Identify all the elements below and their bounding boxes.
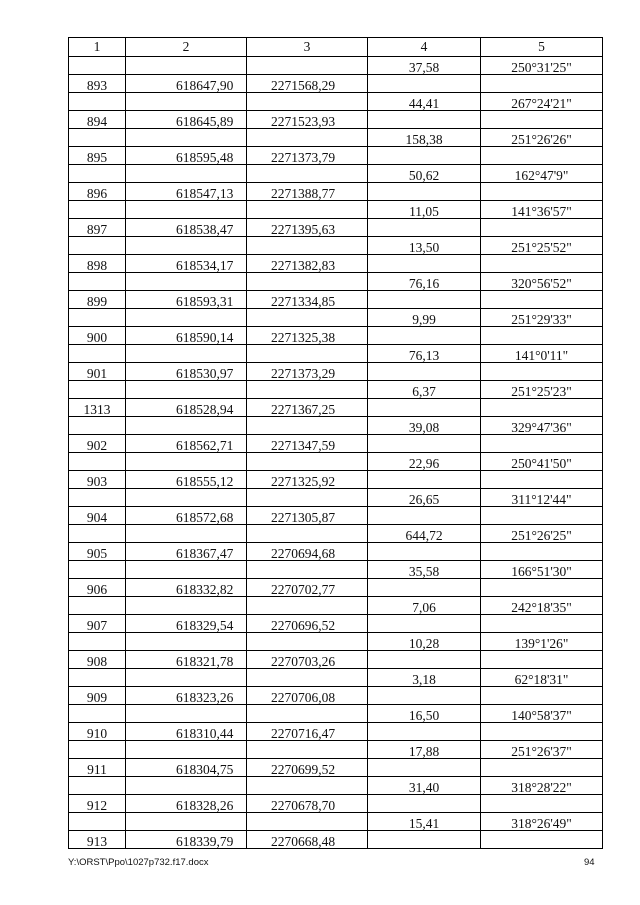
- distance-cell: 15,41: [368, 813, 481, 831]
- table-header-row: [69, 38, 603, 57]
- point-number-cell: [69, 201, 126, 219]
- y-coordinate-cell: [247, 741, 368, 759]
- distance-cell: 39,08: [368, 417, 481, 435]
- point-number-cell: 902: [69, 435, 126, 453]
- bearing-cell: [481, 759, 603, 777]
- bearing-cell: [481, 795, 603, 813]
- bearing-cell: [481, 255, 603, 273]
- x-coordinate-cell: 618367,47: [126, 543, 247, 561]
- y-coordinate-cell: 2270699,52: [247, 759, 368, 777]
- y-coordinate-cell: [247, 273, 368, 291]
- y-coordinate-cell: [247, 237, 368, 255]
- point-number-cell: [69, 669, 126, 687]
- distance-cell: [368, 507, 481, 525]
- point-number-cell: 896: [69, 183, 126, 201]
- x-coordinate-cell: [126, 525, 247, 543]
- x-coordinate-cell: [126, 165, 247, 183]
- y-coordinate-cell: [247, 201, 368, 219]
- point-number-cell: [69, 345, 126, 363]
- x-coordinate-cell: [126, 561, 247, 579]
- bearing-cell: [481, 183, 603, 201]
- bearing-cell: [481, 327, 603, 345]
- table-row: [69, 111, 603, 129]
- distance-cell: 644,72: [368, 525, 481, 543]
- x-coordinate-cell: 618530,97: [126, 363, 247, 381]
- point-number-cell: 907: [69, 615, 126, 633]
- distance-cell: 6,37: [368, 381, 481, 399]
- table-row: [69, 795, 603, 813]
- distance-cell: [368, 435, 481, 453]
- x-coordinate-cell: [126, 345, 247, 363]
- x-coordinate-cell: [126, 633, 247, 651]
- y-coordinate-cell: 2270703,26: [247, 651, 368, 669]
- x-coordinate-cell: 618547,13: [126, 183, 247, 201]
- table-row: [69, 75, 603, 93]
- x-coordinate-cell: [126, 669, 247, 687]
- point-number-cell: 906: [69, 579, 126, 597]
- y-coordinate-cell: [247, 813, 368, 831]
- bearing-cell: [481, 507, 603, 525]
- table-row: [69, 93, 603, 111]
- table-row: [69, 741, 603, 759]
- bearing-cell: [481, 111, 603, 129]
- bearing-cell: [481, 147, 603, 165]
- bearing-cell: [481, 219, 603, 237]
- y-coordinate-cell: 2271367,25: [247, 399, 368, 417]
- bearing-cell: [481, 543, 603, 561]
- x-coordinate-cell: 618528,94: [126, 399, 247, 417]
- table-row: [69, 651, 603, 669]
- y-coordinate-cell: 2271373,79: [247, 147, 368, 165]
- point-number-cell: [69, 777, 126, 795]
- bearing-cell: 251°25'23": [481, 381, 603, 399]
- distance-cell: [368, 255, 481, 273]
- table-row: [69, 687, 603, 705]
- x-coordinate-cell: 618321,78: [126, 651, 247, 669]
- y-coordinate-cell: 2270694,68: [247, 543, 368, 561]
- y-coordinate-cell: [247, 597, 368, 615]
- table-row: [69, 363, 603, 381]
- table-row: [69, 489, 603, 507]
- point-number-cell: 899: [69, 291, 126, 309]
- bearing-cell: 329°47'36": [481, 417, 603, 435]
- y-coordinate-cell: 2270696,52: [247, 615, 368, 633]
- y-coordinate-cell: 2271325,92: [247, 471, 368, 489]
- table-row: [69, 777, 603, 795]
- y-coordinate-cell: [247, 525, 368, 543]
- point-number-cell: 909: [69, 687, 126, 705]
- table-row: [69, 507, 603, 525]
- table-row: [69, 273, 603, 291]
- bearing-cell: 251°26'26": [481, 129, 603, 147]
- table-row: [69, 417, 603, 435]
- distance-cell: [368, 831, 481, 849]
- y-coordinate-cell: [247, 129, 368, 147]
- distance-cell: [368, 327, 481, 345]
- point-number-cell: [69, 633, 126, 651]
- bearing-cell: [481, 399, 603, 417]
- bearing-cell: 141°0'11": [481, 345, 603, 363]
- bearing-cell: 318°28'22": [481, 777, 603, 795]
- bearing-cell: 251°29'33": [481, 309, 603, 327]
- footer-page-number: 94: [584, 857, 595, 868]
- y-coordinate-cell: 2270702,77: [247, 579, 368, 597]
- bearing-cell: [481, 291, 603, 309]
- x-coordinate-cell: [126, 489, 247, 507]
- x-coordinate-cell: [126, 453, 247, 471]
- y-coordinate-cell: [247, 633, 368, 651]
- x-coordinate-cell: 618329,54: [126, 615, 247, 633]
- x-coordinate-cell: 618310,44: [126, 723, 247, 741]
- point-number-cell: 897: [69, 219, 126, 237]
- y-coordinate-cell: 2271347,59: [247, 435, 368, 453]
- x-coordinate-cell: [126, 309, 247, 327]
- y-coordinate-cell: [247, 453, 368, 471]
- table-row: [69, 633, 603, 651]
- bearing-cell: 318°26'49": [481, 813, 603, 831]
- y-coordinate-cell: 2271568,29: [247, 75, 368, 93]
- y-coordinate-cell: [247, 309, 368, 327]
- bearing-cell: 251°26'37": [481, 741, 603, 759]
- bearing-cell: 139°1'26": [481, 633, 603, 651]
- point-number-cell: [69, 561, 126, 579]
- distance-cell: 11,05: [368, 201, 481, 219]
- table-row: [69, 831, 603, 849]
- y-coordinate-cell: 2271325,38: [247, 327, 368, 345]
- distance-cell: 22,96: [368, 453, 481, 471]
- distance-cell: [368, 399, 481, 417]
- x-coordinate-cell: [126, 597, 247, 615]
- point-number-cell: 912: [69, 795, 126, 813]
- distance-cell: 76,13: [368, 345, 481, 363]
- y-coordinate-cell: 2270668,48: [247, 831, 368, 849]
- y-coordinate-cell: 2271523,93: [247, 111, 368, 129]
- y-coordinate-cell: 2270678,70: [247, 795, 368, 813]
- distance-cell: [368, 219, 481, 237]
- table-row: [69, 723, 603, 741]
- x-coordinate-cell: 618562,71: [126, 435, 247, 453]
- point-number-cell: [69, 597, 126, 615]
- bearing-cell: [481, 471, 603, 489]
- distance-cell: [368, 579, 481, 597]
- distance-cell: 7,06: [368, 597, 481, 615]
- header-col-1: 1: [69, 38, 126, 57]
- point-number-cell: [69, 417, 126, 435]
- point-number-cell: 901: [69, 363, 126, 381]
- bearing-cell: [481, 651, 603, 669]
- y-coordinate-cell: [247, 57, 368, 75]
- distance-cell: 17,88: [368, 741, 481, 759]
- point-number-cell: [69, 237, 126, 255]
- bearing-cell: 251°25'52": [481, 237, 603, 255]
- bearing-cell: 166°51'30": [481, 561, 603, 579]
- x-coordinate-cell: [126, 777, 247, 795]
- table-row: [69, 705, 603, 723]
- table-row: [69, 291, 603, 309]
- point-number-cell: 913: [69, 831, 126, 849]
- point-number-cell: [69, 57, 126, 75]
- distance-cell: [368, 615, 481, 633]
- point-number-cell: [69, 273, 126, 291]
- y-coordinate-cell: 2270716,47: [247, 723, 368, 741]
- distance-cell: 158,38: [368, 129, 481, 147]
- bearing-cell: [481, 435, 603, 453]
- point-number-cell: 911: [69, 759, 126, 777]
- distance-cell: [368, 291, 481, 309]
- x-coordinate-cell: [126, 129, 247, 147]
- table-row: [69, 147, 603, 165]
- distance-cell: 35,58: [368, 561, 481, 579]
- x-coordinate-cell: 618328,26: [126, 795, 247, 813]
- distance-cell: [368, 651, 481, 669]
- y-coordinate-cell: 2271388,77: [247, 183, 368, 201]
- x-coordinate-cell: 618534,17: [126, 255, 247, 273]
- table-row: [69, 237, 603, 255]
- x-coordinate-cell: [126, 417, 247, 435]
- point-number-cell: [69, 129, 126, 147]
- bearing-cell: 62°18'31": [481, 669, 603, 687]
- bearing-cell: [481, 723, 603, 741]
- point-number-cell: 903: [69, 471, 126, 489]
- point-number-cell: [69, 93, 126, 111]
- distance-cell: 44,41: [368, 93, 481, 111]
- table-row: [69, 381, 603, 399]
- x-coordinate-cell: [126, 813, 247, 831]
- x-coordinate-cell: [126, 57, 247, 75]
- table-row: [69, 597, 603, 615]
- point-number-cell: [69, 381, 126, 399]
- distance-cell: 26,65: [368, 489, 481, 507]
- y-coordinate-cell: [247, 489, 368, 507]
- table-row: [69, 813, 603, 831]
- table-row: [69, 543, 603, 561]
- y-coordinate-cell: [247, 417, 368, 435]
- table-row: [69, 327, 603, 345]
- table-body: [69, 57, 603, 849]
- table-row: [69, 309, 603, 327]
- x-coordinate-cell: [126, 741, 247, 759]
- footer-file-path: Y:\ORST\Ppo\1027p732.f17.docx: [68, 857, 209, 868]
- table-row: [69, 615, 603, 633]
- distance-cell: [368, 723, 481, 741]
- x-coordinate-cell: 618332,82: [126, 579, 247, 597]
- table-row: [69, 129, 603, 147]
- distance-cell: 3,18: [368, 669, 481, 687]
- distance-cell: 76,16: [368, 273, 481, 291]
- point-number-cell: 895: [69, 147, 126, 165]
- distance-cell: [368, 75, 481, 93]
- table-row: [69, 525, 603, 543]
- distance-cell: 50,62: [368, 165, 481, 183]
- distance-cell: [368, 687, 481, 705]
- x-coordinate-cell: 618555,12: [126, 471, 247, 489]
- bearing-cell: 162°47'9": [481, 165, 603, 183]
- bearing-cell: 141°36'57": [481, 201, 603, 219]
- header-col-5: 5: [481, 38, 603, 57]
- x-coordinate-cell: 618572,68: [126, 507, 247, 525]
- distance-cell: 10,28: [368, 633, 481, 651]
- table-row: [69, 759, 603, 777]
- x-coordinate-cell: 618590,14: [126, 327, 247, 345]
- x-coordinate-cell: 618647,90: [126, 75, 247, 93]
- y-coordinate-cell: 2271395,63: [247, 219, 368, 237]
- bearing-cell: 267°24'21": [481, 93, 603, 111]
- distance-cell: [368, 183, 481, 201]
- y-coordinate-cell: 2271305,87: [247, 507, 368, 525]
- y-coordinate-cell: 2271382,83: [247, 255, 368, 273]
- distance-cell: 13,50: [368, 237, 481, 255]
- distance-cell: [368, 795, 481, 813]
- x-coordinate-cell: [126, 273, 247, 291]
- table-row: [69, 255, 603, 273]
- point-number-cell: 910: [69, 723, 126, 741]
- coordinates-table: [68, 37, 603, 849]
- y-coordinate-cell: [247, 381, 368, 399]
- table-row: [69, 669, 603, 687]
- point-number-cell: 904: [69, 507, 126, 525]
- y-coordinate-cell: [247, 705, 368, 723]
- x-coordinate-cell: [126, 705, 247, 723]
- bearing-cell: [481, 615, 603, 633]
- distance-cell: 31,40: [368, 777, 481, 795]
- bearing-cell: 140°58'37": [481, 705, 603, 723]
- table-row: [69, 165, 603, 183]
- distance-cell: 16,50: [368, 705, 481, 723]
- x-coordinate-cell: 618593,31: [126, 291, 247, 309]
- y-coordinate-cell: [247, 345, 368, 363]
- point-number-cell: 898: [69, 255, 126, 273]
- table-row: [69, 579, 603, 597]
- x-coordinate-cell: [126, 381, 247, 399]
- x-coordinate-cell: [126, 93, 247, 111]
- table-row: [69, 561, 603, 579]
- x-coordinate-cell: [126, 237, 247, 255]
- point-number-cell: [69, 741, 126, 759]
- table-row: [69, 219, 603, 237]
- distance-cell: [368, 759, 481, 777]
- bearing-cell: 250°31'25": [481, 57, 603, 75]
- distance-cell: 37,58: [368, 57, 481, 75]
- table-row: [69, 453, 603, 471]
- y-coordinate-cell: 2271373,29: [247, 363, 368, 381]
- y-coordinate-cell: [247, 669, 368, 687]
- x-coordinate-cell: [126, 201, 247, 219]
- header-col-4: 4: [368, 38, 481, 57]
- header-col-3: 3: [247, 38, 368, 57]
- table-row: [69, 471, 603, 489]
- point-number-cell: 905: [69, 543, 126, 561]
- point-number-cell: [69, 309, 126, 327]
- point-number-cell: 908: [69, 651, 126, 669]
- y-coordinate-cell: [247, 561, 368, 579]
- table-row: [69, 183, 603, 201]
- bearing-cell: 250°41'50": [481, 453, 603, 471]
- x-coordinate-cell: 618323,26: [126, 687, 247, 705]
- distance-cell: [368, 543, 481, 561]
- y-coordinate-cell: 2270706,08: [247, 687, 368, 705]
- bearing-cell: 320°56'52": [481, 273, 603, 291]
- x-coordinate-cell: 618339,79: [126, 831, 247, 849]
- y-coordinate-cell: [247, 777, 368, 795]
- point-number-cell: [69, 705, 126, 723]
- table-row: [69, 399, 603, 417]
- distance-cell: [368, 147, 481, 165]
- bearing-cell: [481, 687, 603, 705]
- point-number-cell: [69, 813, 126, 831]
- table-row: [69, 57, 603, 75]
- y-coordinate-cell: 2271334,85: [247, 291, 368, 309]
- distance-cell: 9,99: [368, 309, 481, 327]
- y-coordinate-cell: [247, 165, 368, 183]
- point-number-cell: [69, 525, 126, 543]
- distance-cell: [368, 111, 481, 129]
- bearing-cell: [481, 75, 603, 93]
- y-coordinate-cell: [247, 93, 368, 111]
- coordinates-table-container: [68, 37, 597, 849]
- table-row: [69, 345, 603, 363]
- bearing-cell: [481, 363, 603, 381]
- bearing-cell: 242°18'35": [481, 597, 603, 615]
- table-row: [69, 201, 603, 219]
- distance-cell: [368, 471, 481, 489]
- distance-cell: [368, 363, 481, 381]
- point-number-cell: 900: [69, 327, 126, 345]
- x-coordinate-cell: 618304,75: [126, 759, 247, 777]
- bearing-cell: [481, 579, 603, 597]
- point-number-cell: [69, 489, 126, 507]
- bearing-cell: [481, 831, 603, 849]
- x-coordinate-cell: 618595,48: [126, 147, 247, 165]
- point-number-cell: 894: [69, 111, 126, 129]
- point-number-cell: [69, 453, 126, 471]
- point-number-cell: [69, 165, 126, 183]
- x-coordinate-cell: 618538,47: [126, 219, 247, 237]
- table-row: [69, 435, 603, 453]
- header-col-2: 2: [126, 38, 247, 57]
- point-number-cell: 1313: [69, 399, 126, 417]
- bearing-cell: 251°26'25": [481, 525, 603, 543]
- bearing-cell: 311°12'44": [481, 489, 603, 507]
- point-number-cell: 893: [69, 75, 126, 93]
- x-coordinate-cell: 618645,89: [126, 111, 247, 129]
